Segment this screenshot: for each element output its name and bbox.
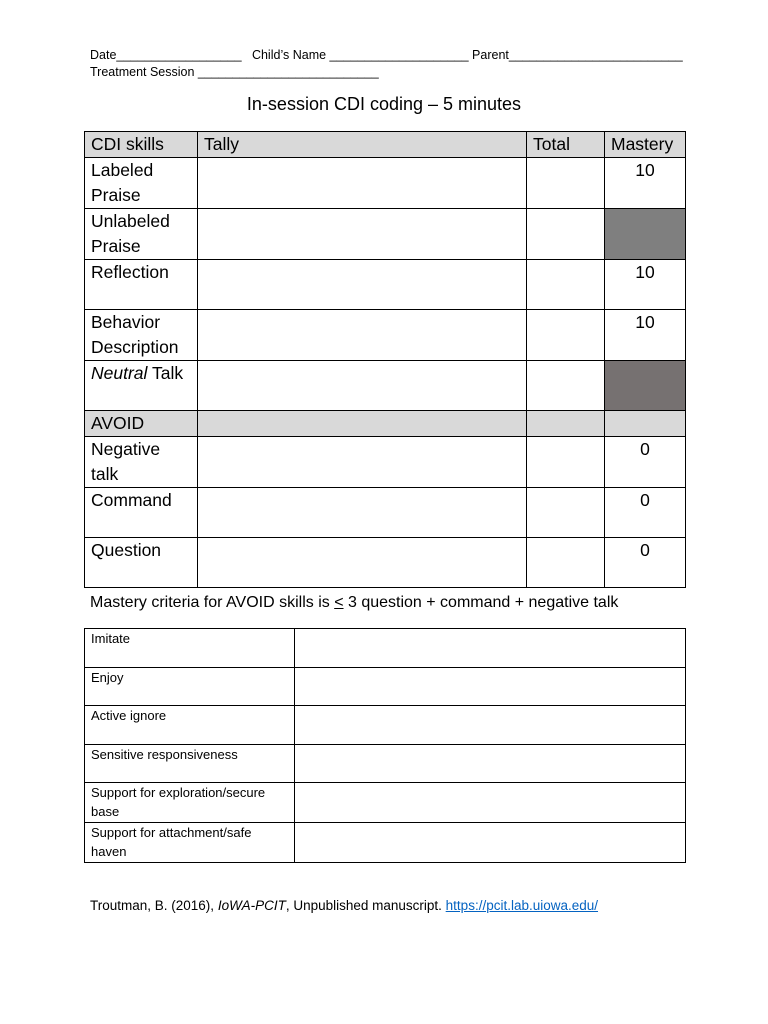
avoid-label: AVOID [85, 411, 198, 437]
tally-cell[interactable] [198, 209, 527, 260]
behavior-label: Active ignore [85, 706, 295, 745]
mastery-value: 0 [605, 488, 686, 538]
table-row [85, 361, 686, 411]
table-row [85, 667, 686, 706]
mastery-shaded-cell [605, 209, 686, 260]
table-header-row [85, 132, 686, 158]
total-cell[interactable] [527, 488, 605, 538]
table-row [85, 744, 686, 783]
behavior-notes-cell[interactable] [295, 744, 686, 783]
citation-text-before: Troutman, B. (2016), [90, 898, 218, 913]
mastery-value: 10 [605, 158, 686, 209]
total-cell[interactable] [527, 260, 605, 310]
table-row [85, 706, 686, 745]
table-row [85, 310, 686, 361]
skill-label: Behavior Description [85, 310, 198, 361]
table-row [85, 783, 686, 823]
skill-label-italic: Neutral [91, 363, 148, 383]
avoid-fill-cell [527, 411, 605, 437]
criteria-text-after: 3 question + command + negative talk [343, 594, 619, 611]
mastery-value: 10 [605, 260, 686, 310]
behavior-notes-cell[interactable] [295, 783, 686, 823]
behavior-label: Support for attachment/safe haven [85, 823, 295, 863]
col-header-tally: Tally [198, 132, 527, 158]
skill-label: Unlabeled Praise [85, 209, 198, 260]
criteria-text-before: Mastery criteria for AVOID skills is [90, 594, 335, 611]
table-row [85, 488, 686, 538]
mastery-value: 0 [605, 538, 686, 588]
mastery-shaded-cell [605, 361, 686, 411]
cdi-coding-table [84, 131, 686, 588]
total-cell[interactable] [527, 158, 605, 209]
tally-cell[interactable] [198, 488, 527, 538]
behavior-label: Enjoy [85, 667, 295, 706]
mastery-value: 10 [605, 310, 686, 361]
behavior-notes-cell[interactable] [295, 667, 686, 706]
tally-cell[interactable] [198, 158, 527, 209]
behavior-label: Imitate [85, 629, 295, 668]
total-cell[interactable] [527, 437, 605, 488]
mastery-criteria-note [90, 594, 618, 612]
tally-cell[interactable] [198, 538, 527, 588]
behavior-table [84, 628, 686, 863]
header-line-treatment-session[interactable]: Treatment Session __________________________ [90, 65, 379, 79]
citation [90, 898, 598, 913]
citation-link[interactable]: https://pcit.lab.uiowa.edu/ [445, 898, 599, 913]
avoid-fill-cell [198, 411, 527, 437]
less-than-or-equal-symbol: < [334, 594, 344, 611]
table-row [85, 538, 686, 588]
skill-label: Command [85, 488, 198, 538]
behavior-label: Sensitive responsiveness [85, 744, 295, 783]
table-row [85, 823, 686, 863]
tally-cell[interactable] [198, 260, 527, 310]
behavior-notes-cell[interactable] [295, 629, 686, 668]
total-cell[interactable] [527, 361, 605, 411]
table-row [85, 209, 686, 260]
table-row [85, 158, 686, 209]
avoid-fill-cell [605, 411, 686, 437]
skill-label: Question [85, 538, 198, 588]
col-header-cdi-skills: CDI skills [85, 132, 198, 158]
behavior-notes-cell[interactable] [295, 823, 686, 863]
total-cell[interactable] [527, 310, 605, 361]
tally-cell[interactable] [198, 310, 527, 361]
skill-label-rest: Talk [147, 363, 184, 383]
total-cell[interactable] [527, 538, 605, 588]
col-header-total: Total [527, 132, 605, 158]
skill-label: Negative talk [85, 437, 198, 488]
table-row [85, 437, 686, 488]
table-row [85, 260, 686, 310]
tally-cell[interactable] [198, 361, 527, 411]
total-cell[interactable] [527, 209, 605, 260]
tally-cell[interactable] [198, 437, 527, 488]
avoid-section-row [85, 411, 686, 437]
table-row [85, 629, 686, 668]
skill-label: Labeled Praise [85, 158, 198, 209]
header-line-date-child-parent[interactable]: Date__________________ Child’s Name ____________________ Parent_________________________ [90, 48, 683, 62]
behavior-label: Support for exploration/secure base [85, 783, 295, 823]
citation-text-after: , Unpublished manuscript. [285, 898, 446, 913]
skill-label: Reflection [85, 260, 198, 310]
citation-title-italic: IoWA-PCIT [217, 898, 286, 913]
col-header-mastery: Mastery [605, 132, 686, 158]
skill-label [85, 361, 198, 411]
behavior-notes-cell[interactable] [295, 706, 686, 745]
mastery-value: 0 [605, 437, 686, 488]
page-title: In-session CDI coding – 5 minutes [246, 94, 522, 114]
